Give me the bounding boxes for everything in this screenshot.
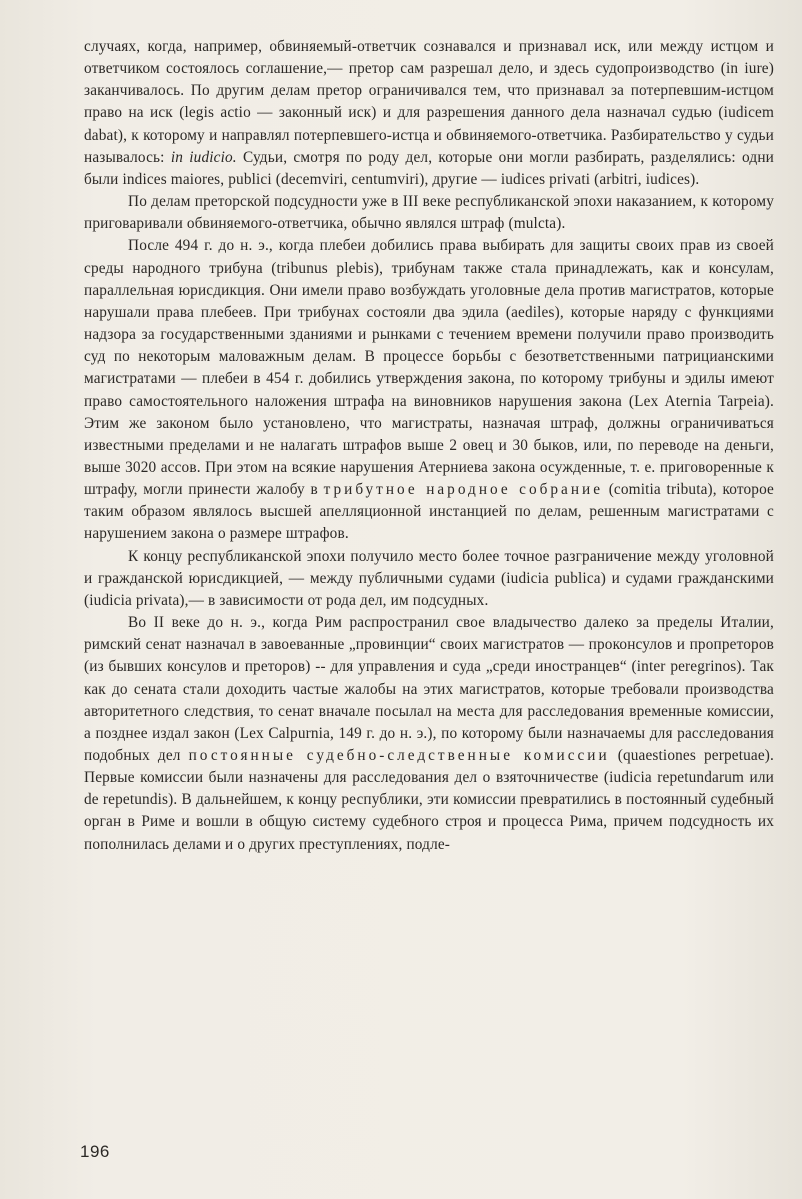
paragraph — [84, 546, 774, 612]
paragraph-text: Во II веке до н. э., когда Рим распространил свое владычество далеко за пределы Италии, римский сенат назначал в завоеванные „провинции“ своих магистратов — проконсулов и пропреторов (из бывших консулов и преторов) -- для управления и суда „среди иностранцев“ (inter peregrinos). Так как до сената стали доходить частые жалобы на этих магистратов, которые требовали производства авторитетного следствия, то сенат вначале посылал на места для расследования временные комиссии, а позднее издал закон (Lex Calpurnia, 149 г. до н. э.), по которому были назначаемы для расследования подобных дел — [84, 614, 774, 764]
paragraph — [84, 191, 774, 235]
spaced-emphasis: постоянные судебно-следственные комиссии — [188, 747, 610, 764]
body-text — [84, 36, 774, 856]
spaced-emphasis: трибутное народное собрание — [323, 481, 603, 499]
paragraph-text: По делам преторской подсудности уже в III веке республиканской эпохи наказанием, к которому приговаривали обвиняемого-ответчика, обычно являлся штраф (mulcta). — [84, 193, 774, 233]
paragraph — [84, 235, 774, 545]
paragraph-text: К концу республиканской эпохи получило место более точное разграничение между уголовной и гражданской юрисдикцией, — между публичными судами (iudicia publica) и судами гражданскими (iudicia privata),— в зависимости от рода дел, им подсудных. — [84, 547, 774, 609]
paragraph-text: случаях, когда, например, обвиняемый-ответчик сознавался и признавал иск, или между истцом и ответчиком состоялось соглашение,— претор сам разрешал дело, и здесь судопроизводство (in iure) заканчивалось. По другим делам претор ограничивался тем, что признавал за потерпевшим-истцом право на иск (legis actio — законный иск) и для разрешения данного дела назначал судью (iudicem dabat), к которому и направлял потерпевшего-истца и обвиняемого-ответчика. Разбирательство у судьи называлось: — [84, 38, 774, 166]
paragraph-text: Судьи, смотря по роду дел, которые они могли разбирать, разделялись: одни были indices maiores, publici (decemviri, centumviri), другие — iudices privati (arbitri, iudices). — [84, 148, 774, 188]
paragraph-text: (comitia tributa), которое таким образом являлось высшей апелляционной инстанцией по делам, решенным магистратами с нарушением закона о размере штрафов. — [84, 481, 774, 543]
page-number: 196 — [80, 1142, 110, 1161]
paragraph-text: (quaestiones perpetuae). Первые комиссии были назначены для расследования дел о взяточничестве (iudicia repetundarum или de repetundis). В дальнейшем, к концу республики, эти комиссии превратились в постоянный судебный орган в Риме и вошли в общую систему судебного строя и процесса Рима, причем подсудность их пополнилась делами и о других преступлениях, подле- — [84, 747, 774, 853]
paragraph — [84, 36, 774, 191]
paragraph — [84, 612, 774, 856]
paragraph-text: После 494 г. до н. э., когда плебеи добились права выбирать для защиты своих прав из своей среды народного трибуна (tribunus plebis), трибунам также стала принадлежать, как и консулам, параллельная юрисдикция. Они имели право возбуждать уголовные дела против магистратов, которые нарушали права плебеев. При трибунах состояли два эдила (aediles), которые наряду с функциями надзора за государственными зданиями и рынками с течением времени получили право производить суд по некоторым маловажным делам. В процессе борьбы с безответственными патрицианскими магистратами — плебеи в 454 г. добились утверждения закона, по которому трибуны и эдилы имеют право самостоятельного наложения штрафа на виновников нарушения закона (Lex Aternia Tarpeia). Этим же законом было установлено, что магистраты, назначая штраф, должны ограничиваться известными пределами и не налагать штрафов выше 2 овец и 30 быков, или, по переводе на деньги, выше 3020 ассов. При этом на всякие нарушения Атерниева закона осужденные, т. е. приговоренные к штрафу, могли принести жалобу в — [84, 237, 774, 499]
italic-term: in iudicio. — [170, 148, 237, 166]
